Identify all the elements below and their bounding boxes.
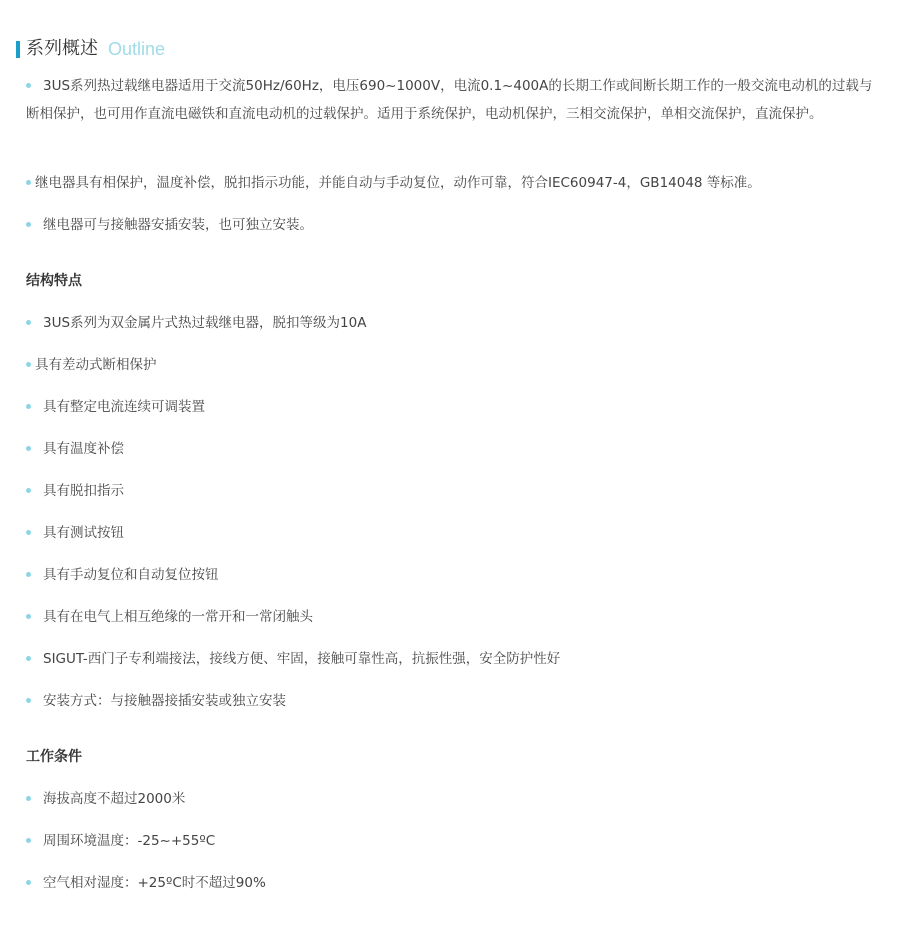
list-item [26, 869, 882, 897]
bullet-icon [26, 614, 31, 619]
bullet-icon [26, 796, 31, 801]
list-item-text: 具有整定电流连续可调装置 [43, 399, 205, 415]
bullet-icon [26, 362, 31, 367]
outline-item-text: 继电器可与接触器安插安装，也可独立安装。 [43, 217, 313, 233]
outline-item-text: 继电器具有相保护，温度补偿，脱扣指示功能，并能自动与手动复位，动作可靠，符合IEC60947-4，GB14048 等标准。 [35, 175, 761, 191]
conditions-section-title: 工作条件 [26, 749, 82, 765]
list-item-text: 具有测试按钮 [43, 525, 124, 541]
list-item-text: 具有脱扣指示 [43, 483, 124, 499]
list-item [26, 603, 882, 631]
bullet-icon [26, 838, 31, 843]
list-item-text: 具有在电气上相互绝缘的一常开和一常闭触头 [43, 609, 313, 625]
bullet-icon [26, 222, 31, 227]
list-item [26, 519, 882, 547]
bullet-icon [26, 488, 31, 493]
accent-bar [16, 41, 20, 58]
list-item-text: 具有手动复位和自动复位按钮 [43, 567, 219, 583]
list-item [26, 309, 882, 337]
outline-item [26, 72, 882, 128]
outline-item-text: 3US系列热过载继电器适用于交流50Hz/60Hz，电压690~1000V，电流0.1~400A的长期工作或间断长期工作的一般交流电动机的过载与断相保护，也可用作直流电磁铁和直流电动机的过载保护。适用于系统保护，电动机保护，三相交流保护，单相交流保护，直流保护。 [26, 78, 873, 122]
list-item-text: 具有差动式断相保护 [35, 357, 157, 373]
list-item [26, 645, 882, 673]
bullet-icon [26, 656, 31, 661]
list-item [26, 687, 882, 715]
list-item-text: 具有温度补偿 [43, 441, 124, 457]
list-item [26, 477, 882, 505]
list-item-text: 安装方式：与接触器接插安装或独立安装 [43, 693, 286, 709]
page-title: 系列概述 [26, 38, 98, 59]
page-subtitle: Outline [108, 39, 166, 59]
list-item-text: 周围环境温度：-25~+55ºC [43, 833, 216, 849]
list-item-text: 海拔高度不超过2000米 [43, 791, 186, 807]
outline-item [26, 169, 882, 197]
structure-section-title: 结构特点 [26, 273, 82, 289]
bullet-icon [26, 83, 31, 88]
list-item [26, 435, 882, 463]
bullet-icon [26, 530, 31, 535]
list-item-text: 3US系列为双金属片式热过载继电器，脱扣等级为10A [43, 315, 367, 331]
bullet-icon [26, 880, 31, 885]
list-item-text: 空气相对湿度：+25ºC时不超过90% [43, 875, 266, 891]
bullet-icon [26, 404, 31, 409]
bullet-icon [26, 446, 31, 451]
bullet-icon [26, 572, 31, 577]
list-item [26, 351, 882, 379]
bullet-icon [26, 698, 31, 703]
bullet-icon [26, 180, 31, 185]
list-item [26, 785, 882, 813]
bullet-icon [26, 320, 31, 325]
list-item [26, 827, 882, 855]
list-item [26, 393, 882, 421]
list-item-text: SIGUT-西门子专利端接法，接线方便、牢固，接触可靠性高，抗振性强，安全防护性好 [43, 651, 561, 667]
list-item [26, 561, 882, 589]
outline-item [26, 211, 882, 239]
section-header [16, 36, 165, 62]
